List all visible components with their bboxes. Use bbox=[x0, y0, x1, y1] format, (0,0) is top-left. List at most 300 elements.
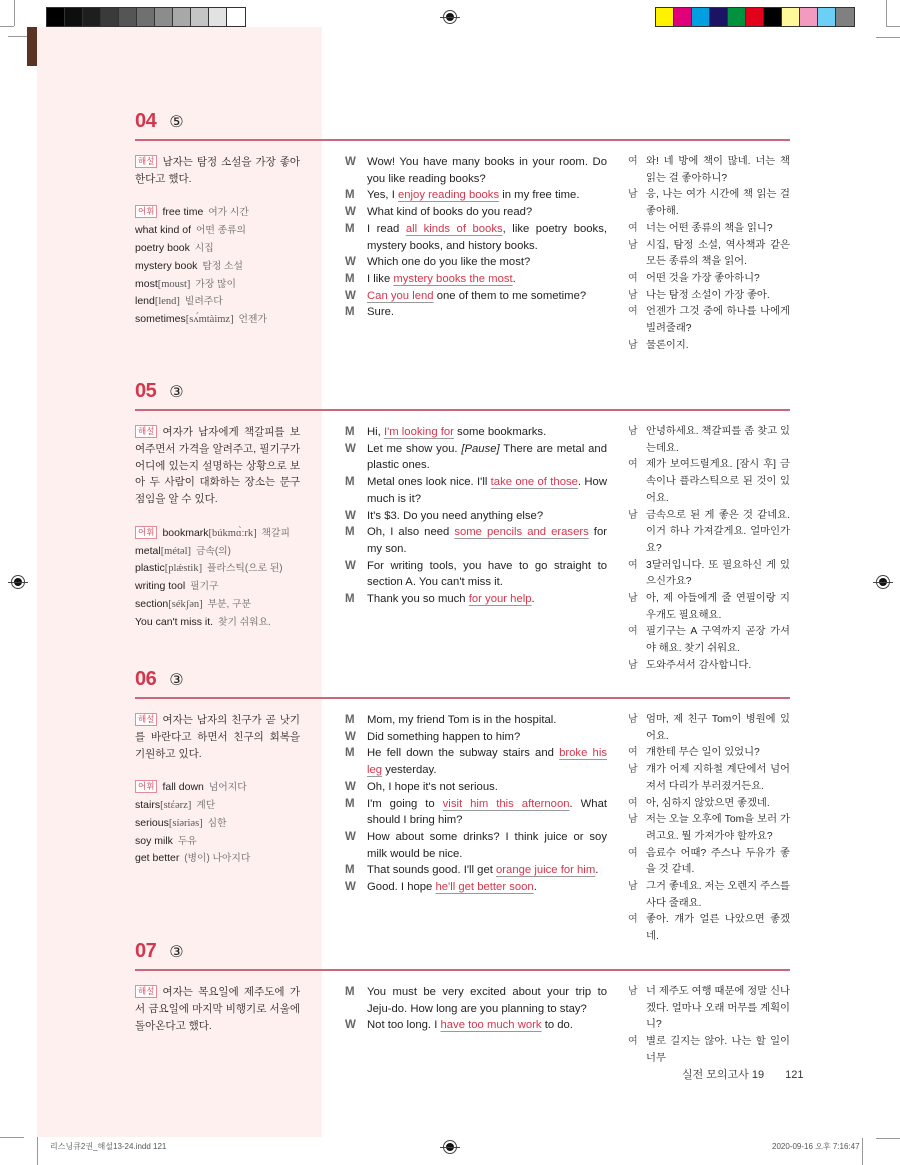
speaker-label: W bbox=[345, 509, 356, 522]
translation-column bbox=[628, 712, 790, 946]
utterance bbox=[367, 862, 607, 879]
registration-mark-icon bbox=[443, 1140, 457, 1154]
translation-text: 음료수 어때? 주스나 두유가 좋을 것 같네. bbox=[646, 847, 790, 876]
utterance bbox=[367, 829, 607, 862]
explanation-text: 여자가 남자에게 책갈피를 보여주면서 가격을 알려주고, 필기구가 어디에 있는지 설명하는 상황으로 보아 두 사람이 대화하는 장소는 문구점임을 알 수 있다. bbox=[135, 426, 300, 506]
explanation-text: 여자는 남자의 친구가 곧 낫기를 바란다고 하면서 친구의 회복을 기원하고 있다. bbox=[135, 714, 300, 760]
page-number: 121 bbox=[785, 1069, 804, 1081]
dialogue-line bbox=[345, 558, 607, 591]
vocab-item bbox=[135, 578, 300, 596]
vocabulary-list bbox=[135, 525, 300, 632]
vocabulary-list bbox=[135, 204, 300, 329]
key-phrase: Can you lend bbox=[367, 289, 434, 302]
translation-line bbox=[628, 338, 790, 355]
utterance bbox=[367, 204, 607, 221]
speaker-label: 남 bbox=[628, 714, 638, 725]
speaker-label: M bbox=[345, 714, 355, 726]
speaker-label: 여 bbox=[628, 306, 638, 318]
vocab-item bbox=[135, 779, 300, 797]
utterance-text: Thank you so much bbox=[367, 593, 469, 606]
speaker-label: W bbox=[345, 730, 356, 743]
dialogue-line bbox=[345, 221, 607, 254]
dialogue-line bbox=[345, 154, 607, 187]
vocab-pronunciation: [stέərz] bbox=[160, 799, 192, 811]
translation-text: 엄마, 제 친구 Tom이 병원에 있어요. bbox=[646, 714, 790, 742]
vocab-meaning: 여가 시간 bbox=[208, 207, 249, 219]
registration-mark-icon bbox=[876, 575, 890, 589]
utterance-text: Not too long. I bbox=[367, 1019, 441, 1032]
translation-text: 걔가 어제 지하철 계단에서 넘어져서 다리가 부러졌거든요. bbox=[646, 764, 790, 792]
speaker-label: 남 bbox=[628, 814, 638, 826]
explanation bbox=[135, 154, 300, 188]
utterance-text: Oh, I hope it's not serious. bbox=[367, 780, 498, 793]
utterance bbox=[367, 984, 607, 1017]
utterance bbox=[367, 796, 607, 829]
dialogue-line bbox=[345, 204, 607, 221]
vocab-meaning: 빌려주다 bbox=[184, 296, 223, 308]
vocab-pronunciation: [sékʃən] bbox=[168, 598, 203, 610]
utterance bbox=[367, 591, 607, 608]
utterance-text: . How much is it? bbox=[367, 476, 607, 505]
vocab-word: fall down bbox=[162, 781, 204, 794]
vocab-meaning: 탐정 소설 bbox=[202, 260, 243, 272]
vocab-item bbox=[135, 560, 300, 578]
speaker-label: 남 bbox=[628, 426, 638, 437]
translation-line bbox=[628, 796, 790, 813]
translation-line bbox=[628, 508, 790, 558]
vocab-word: free time bbox=[162, 206, 204, 219]
utterance bbox=[367, 254, 607, 271]
utterance-text: Good. I hope bbox=[367, 881, 436, 894]
key-phrase: he'll get better soon bbox=[435, 881, 534, 894]
translation-line bbox=[628, 304, 790, 337]
vocab-meaning: 필기구 bbox=[190, 581, 219, 593]
vocab-meaning: 부분, 구분 bbox=[207, 598, 251, 610]
timestamp-slug: 2020-09-16 오후 7:16:47 bbox=[772, 1142, 860, 1151]
utterance-text: It's $3. Do you need anything else? bbox=[367, 509, 544, 522]
dialogue-line bbox=[345, 424, 607, 441]
utterance-text: . bbox=[595, 864, 599, 877]
translation-column bbox=[628, 424, 790, 675]
vocab-word: section bbox=[135, 597, 169, 610]
utterance-text: I read bbox=[367, 222, 406, 235]
speaker-label: 남 bbox=[628, 339, 638, 351]
color-swatch bbox=[782, 8, 800, 26]
translation-line bbox=[628, 712, 790, 745]
vocab-item bbox=[135, 833, 300, 851]
section-divider bbox=[135, 697, 790, 699]
translation-line bbox=[628, 221, 790, 238]
vocab-item bbox=[135, 797, 300, 815]
vocab-pronunciation: [búkmɑ̀ːrk] bbox=[208, 527, 257, 539]
vocab-pronunciation: [síəriəs] bbox=[168, 817, 203, 829]
translation-text: 금속으로 된 게 좋은 것 같네요. 이거 하나 가져갈게요. 얼마인가요? bbox=[646, 509, 790, 554]
translation-text: 너 제주도 여행 때문에 정말 신나겠다. 얼마나 오래 머무를 계획이니? bbox=[646, 986, 790, 1031]
color-swatch bbox=[119, 8, 137, 26]
explanation-column bbox=[135, 712, 300, 868]
color-swatch bbox=[836, 8, 854, 26]
vocab-word: what kind of bbox=[135, 224, 192, 237]
dialogue-line bbox=[345, 288, 607, 305]
explanation-column bbox=[135, 424, 300, 632]
question-section-04 bbox=[135, 110, 790, 351]
vocab-item bbox=[135, 596, 300, 614]
speaker-label: W bbox=[345, 780, 356, 793]
speaker-label: M bbox=[345, 526, 355, 539]
speaker-label: 남 bbox=[628, 986, 638, 997]
key-phrase: take one of those bbox=[490, 476, 578, 489]
translation-text: 도와주셔서 감사합니다. bbox=[646, 659, 752, 671]
key-phrase: mystery books the most bbox=[393, 272, 513, 285]
answer-choice: ⑤ bbox=[169, 114, 184, 131]
utterance-text: There are metal and plastic ones. bbox=[367, 442, 607, 472]
utterance bbox=[367, 879, 607, 896]
vocab-word: mystery book bbox=[135, 259, 198, 272]
section-divider bbox=[135, 409, 790, 411]
color-swatch bbox=[800, 8, 818, 26]
utterance-text: Which one do you like the most? bbox=[367, 256, 531, 269]
utterance bbox=[367, 779, 607, 796]
translation-text: 나는 탐정 소설이 가장 좋아. bbox=[646, 289, 770, 301]
explanation bbox=[135, 712, 300, 762]
translation-line bbox=[628, 846, 790, 879]
chapter-tab bbox=[27, 27, 37, 66]
speaker-label: 여 bbox=[628, 914, 638, 926]
key-phrase: I'm looking for bbox=[383, 426, 454, 438]
utterance-text: . bbox=[531, 593, 535, 606]
translation-line bbox=[628, 457, 790, 507]
speaker-label: M bbox=[345, 189, 355, 202]
vocab-pronunciation: [sʌ́mtàimz] bbox=[185, 314, 234, 326]
translation-line bbox=[628, 424, 790, 457]
utterance-text: some bookmarks. bbox=[453, 426, 547, 438]
dialogue-line bbox=[345, 862, 607, 879]
section-divider bbox=[135, 969, 790, 971]
explanation-tag: 해설 bbox=[135, 425, 157, 438]
color-swatch bbox=[47, 8, 65, 26]
translation-text: 언젠가 그것 중에 하나를 나에게 빌려줄래? bbox=[646, 306, 790, 335]
section-heading bbox=[135, 668, 790, 694]
vocab-meaning: 어떤 종류의 bbox=[195, 225, 247, 237]
utterance-text: , like poetry books, mystery books, and history books. bbox=[367, 222, 607, 252]
vocab-tag: 어휘 bbox=[135, 205, 157, 218]
speaker-label: M bbox=[345, 864, 355, 877]
key-phrase: for your help bbox=[468, 593, 532, 606]
translation-line bbox=[628, 154, 790, 187]
key-phrase: some pencils and erasers bbox=[454, 526, 589, 539]
translation-line bbox=[628, 271, 790, 288]
translation-text: 그거 좋네요. 저는 오렌지 주스를 사다 줄래요. bbox=[646, 881, 790, 909]
dialogue-line bbox=[345, 745, 607, 778]
vocab-word: stairs bbox=[135, 798, 161, 811]
file-slug: 리스닝큐2권_해설13-24.indd 121 bbox=[50, 1142, 167, 1151]
speaker-label: 여 bbox=[628, 1036, 638, 1048]
vocab-meaning: 가장 많이 bbox=[195, 278, 236, 290]
vocab-word: get better bbox=[135, 852, 180, 865]
utterance-text: . bbox=[512, 272, 516, 285]
section-divider bbox=[135, 139, 790, 141]
utterance-text: Let me show you. bbox=[367, 442, 462, 455]
color-swatch bbox=[674, 8, 692, 26]
registration-mark-icon bbox=[443, 10, 457, 24]
speaker-label: 남 bbox=[628, 881, 638, 893]
translation-text: 좋아. 걔가 얼른 나았으면 좋겠네. bbox=[646, 914, 790, 943]
vocab-pronunciation: [plǽstik] bbox=[164, 563, 203, 575]
translation-text: 아, 심하지 않았으면 좋겠네. bbox=[646, 797, 770, 809]
speaker-label: M bbox=[345, 426, 355, 438]
utterance-text: yesterday. bbox=[382, 764, 437, 777]
dialogue-line bbox=[345, 984, 607, 1017]
speaker-label: M bbox=[345, 222, 355, 235]
speaker-label: W bbox=[345, 1019, 356, 1032]
grayscale-color-bar bbox=[46, 7, 246, 27]
explanation bbox=[135, 984, 300, 1034]
utterance bbox=[367, 1017, 607, 1034]
speaker-label: 여 bbox=[628, 626, 638, 638]
utterance-text: Mom, my friend Tom is in the hospital. bbox=[367, 714, 557, 726]
vocab-item bbox=[135, 311, 300, 329]
dialogue-line bbox=[345, 879, 607, 896]
translation-text: 제가 보여드릴게요. [잠시 후] 금속이나 플라스틱으로 된 것이 있어요. bbox=[646, 459, 790, 504]
utterance-text: for my son. bbox=[367, 526, 607, 555]
translation-text: 3달러입니다. 또 필요하신 게 있으신가요? bbox=[646, 559, 790, 588]
vocab-meaning: 금속(의) bbox=[195, 545, 231, 557]
utterance bbox=[367, 424, 607, 441]
speaker-label: 여 bbox=[628, 222, 638, 234]
vocab-meaning: 시집 bbox=[194, 242, 214, 254]
speaker-label: 여 bbox=[628, 847, 638, 859]
question-number: 05 bbox=[135, 380, 157, 402]
dialogue-line bbox=[345, 729, 607, 746]
answer-choice: ③ bbox=[169, 384, 184, 401]
explanation-text: 남자는 탐정 소설을 가장 좋아한다고 했다. bbox=[135, 156, 300, 185]
vocab-word: bookmark bbox=[162, 526, 209, 539]
process-color-bar bbox=[655, 7, 855, 27]
translation-text: 와! 네 방에 책이 많네. 너는 책 읽는 걸 좋아하니? bbox=[646, 156, 790, 184]
vocab-meaning: 계단 bbox=[196, 799, 216, 811]
utterance bbox=[367, 288, 607, 305]
utterance-text: Wow! You have many books in your room. Do you like reading books? bbox=[367, 156, 607, 185]
crop-mark bbox=[862, 1138, 863, 1165]
color-swatch bbox=[728, 8, 746, 26]
dialogue-script bbox=[345, 424, 607, 608]
dialogue-line bbox=[345, 1017, 607, 1034]
key-phrase: orange juice for him bbox=[496, 864, 596, 877]
dialogue-script bbox=[345, 712, 607, 896]
translation-line bbox=[628, 984, 790, 1034]
utterance-text: Oh, I also need bbox=[367, 526, 455, 539]
vocab-pronunciation: [moust] bbox=[157, 278, 191, 290]
vocab-item bbox=[135, 258, 300, 276]
key-phrase: enjoy reading books bbox=[397, 189, 500, 202]
vocab-tag: 어휘 bbox=[135, 780, 157, 793]
answer-choice: ③ bbox=[169, 672, 184, 689]
color-swatch bbox=[764, 8, 782, 26]
vocab-word: most bbox=[135, 277, 158, 290]
translation-line bbox=[628, 624, 790, 657]
color-swatch bbox=[137, 8, 155, 26]
vocab-meaning: 책갈피 bbox=[261, 527, 290, 539]
vocab-word: soy milk bbox=[135, 834, 173, 847]
color-swatch bbox=[227, 8, 245, 26]
translation-text: 저는 오늘 오후에 Tom을 보러 가려고요. 뭘 가져가야 할까요? bbox=[646, 814, 790, 842]
vocab-meaning: 넘어지다 bbox=[208, 782, 247, 794]
utterance bbox=[367, 524, 607, 557]
color-swatch bbox=[101, 8, 119, 26]
utterance-text: What kind of books do you read? bbox=[367, 206, 533, 219]
utterance-text: Metal ones look nice. I'll bbox=[367, 476, 491, 489]
speaker-label: 남 bbox=[628, 659, 638, 671]
speaker-label: W bbox=[345, 559, 356, 572]
explanation-tag: 해설 bbox=[135, 985, 157, 998]
vocab-meaning: (병이) 나아지다 bbox=[184, 853, 251, 865]
vocab-item bbox=[135, 543, 300, 561]
dialogue-line bbox=[345, 441, 607, 474]
translation-text: 시집, 탐정 소설, 역사책과 같은 모든 종류의 책을 읽어. bbox=[646, 239, 790, 268]
utterance-text: How about some drinks? I think juice or soy milk would be nice. bbox=[367, 830, 607, 860]
key-phrase: broke his leg bbox=[367, 747, 607, 777]
speaker-label: 남 bbox=[628, 509, 638, 521]
speaker-label: M bbox=[345, 747, 355, 760]
speaker-label: 남 bbox=[628, 764, 638, 776]
utterance-text: I'm going to bbox=[367, 797, 443, 810]
translation-line bbox=[628, 879, 790, 912]
vocab-meaning: 심한 bbox=[207, 817, 227, 829]
vocab-word: lend bbox=[135, 295, 155, 308]
utterance-text: I like bbox=[367, 272, 394, 285]
vocab-word: serious bbox=[135, 816, 169, 829]
translation-text: 안녕하세요. 책갈피를 좀 찾고 있는데요. bbox=[646, 426, 790, 454]
vocab-meaning: 플라스틱(으로 된) bbox=[207, 563, 283, 575]
dialogue-script bbox=[345, 154, 607, 321]
color-swatch bbox=[746, 8, 764, 26]
section-heading bbox=[135, 940, 790, 966]
utterance bbox=[367, 187, 607, 204]
utterance-text: You must be very excited about your trip to Jeju-do. How long are you planning to stay? bbox=[367, 986, 607, 1015]
explanation-text: 여자는 목요일에 제주도에 가서 금요일에 마지막 비행기로 서울에 돌아온다고 했다. bbox=[135, 986, 300, 1032]
speaker-label: 남 bbox=[628, 593, 638, 605]
key-phrase: have too much work bbox=[440, 1019, 542, 1032]
translation-line bbox=[628, 187, 790, 220]
vocabulary-list bbox=[135, 779, 300, 868]
vocab-word: metal bbox=[135, 544, 161, 557]
color-swatch bbox=[692, 8, 710, 26]
speaker-label: 남 bbox=[628, 239, 638, 251]
vocab-word: You can't miss it. bbox=[135, 615, 214, 628]
vocab-word: writing tool bbox=[135, 580, 186, 593]
utterance bbox=[367, 712, 607, 729]
speaker-label: 여 bbox=[628, 156, 638, 167]
question-number: 06 bbox=[135, 668, 157, 690]
explanation bbox=[135, 424, 300, 508]
translation-line bbox=[628, 591, 790, 624]
vocab-word: poetry book bbox=[135, 241, 190, 254]
speaker-label: W bbox=[345, 881, 356, 894]
utterance bbox=[367, 304, 607, 321]
speaker-label: W bbox=[345, 442, 356, 455]
dialogue-line bbox=[345, 796, 607, 829]
utterance-text: one of them to me sometime? bbox=[433, 289, 587, 302]
key-phrase: visit him this afternoon bbox=[442, 797, 570, 810]
vocab-item bbox=[135, 276, 300, 294]
speaker-label: M bbox=[345, 593, 355, 606]
vocab-item bbox=[135, 614, 300, 632]
translation-text: 물론이지. bbox=[646, 339, 689, 351]
speaker-label: 남 bbox=[628, 189, 638, 201]
translation-line bbox=[628, 288, 790, 305]
speaker-label: W bbox=[345, 830, 356, 843]
crop-mark bbox=[0, 26, 14, 27]
translation-line bbox=[628, 1034, 790, 1067]
utterance-text: That sounds good. I'll get bbox=[367, 864, 497, 877]
registration-mark-icon bbox=[11, 575, 25, 589]
color-swatch bbox=[155, 8, 173, 26]
dialogue-line bbox=[345, 508, 607, 525]
translation-column bbox=[628, 154, 790, 354]
question-section-06 bbox=[135, 668, 790, 943]
speaker-label: M bbox=[345, 306, 355, 319]
speaker-label: 여 bbox=[628, 747, 638, 759]
utterance bbox=[367, 729, 607, 746]
translation-line bbox=[628, 812, 790, 845]
vocab-item bbox=[135, 525, 300, 543]
utterance bbox=[367, 508, 607, 525]
crop-mark bbox=[886, 0, 887, 26]
speaker-label: W bbox=[345, 289, 356, 302]
speaker-label: 여 bbox=[628, 272, 638, 284]
color-swatch bbox=[83, 8, 101, 26]
explanation-column bbox=[135, 154, 300, 329]
utterance-text: Yes, I bbox=[367, 189, 398, 202]
crop-mark bbox=[37, 1137, 38, 1165]
answer-choice: ③ bbox=[169, 944, 184, 961]
utterance bbox=[367, 474, 607, 507]
vocab-word: plastic bbox=[135, 562, 165, 575]
translation-text: 걔한테 무슨 일이 있었니? bbox=[646, 747, 760, 759]
speaker-label: W bbox=[345, 256, 356, 269]
vocab-meaning: 찾기 쉬워요. bbox=[218, 616, 271, 628]
translation-text: 어떤 것을 가장 좋아하니? bbox=[646, 272, 760, 284]
speaker-label: 여 bbox=[628, 797, 638, 809]
translation-line bbox=[628, 238, 790, 271]
utterance bbox=[367, 558, 607, 591]
speaker-label: M bbox=[345, 797, 355, 810]
vocab-item bbox=[135, 204, 300, 222]
crop-mark bbox=[0, 1137, 24, 1138]
color-swatch bbox=[191, 8, 209, 26]
vocab-tag: 어휘 bbox=[135, 526, 157, 539]
speaker-label: W bbox=[345, 156, 356, 168]
section-heading bbox=[135, 380, 790, 406]
vocab-item bbox=[135, 850, 300, 868]
color-swatch bbox=[710, 8, 728, 26]
dialogue-script bbox=[345, 984, 607, 1034]
vocab-item bbox=[135, 293, 300, 311]
utterance-text: . What should I bring him? bbox=[367, 797, 607, 827]
dialogue-line bbox=[345, 591, 607, 608]
dialogue-line bbox=[345, 271, 607, 288]
dialogue-line bbox=[345, 712, 607, 729]
section-heading bbox=[135, 110, 790, 136]
speaker-label: 여 bbox=[628, 459, 638, 471]
speaker-label: W bbox=[345, 206, 356, 219]
translation-text: 필기구는 A 구역까지 곧장 가셔야 해요. 찾기 쉬워요. bbox=[646, 626, 790, 655]
utterance-text: Did something happen to him? bbox=[367, 730, 521, 743]
vocab-meaning: 언젠가 bbox=[238, 314, 267, 326]
utterance-text: in my free time. bbox=[499, 189, 580, 202]
utterance-text: . bbox=[533, 881, 537, 894]
question-number: 04 bbox=[135, 110, 157, 132]
